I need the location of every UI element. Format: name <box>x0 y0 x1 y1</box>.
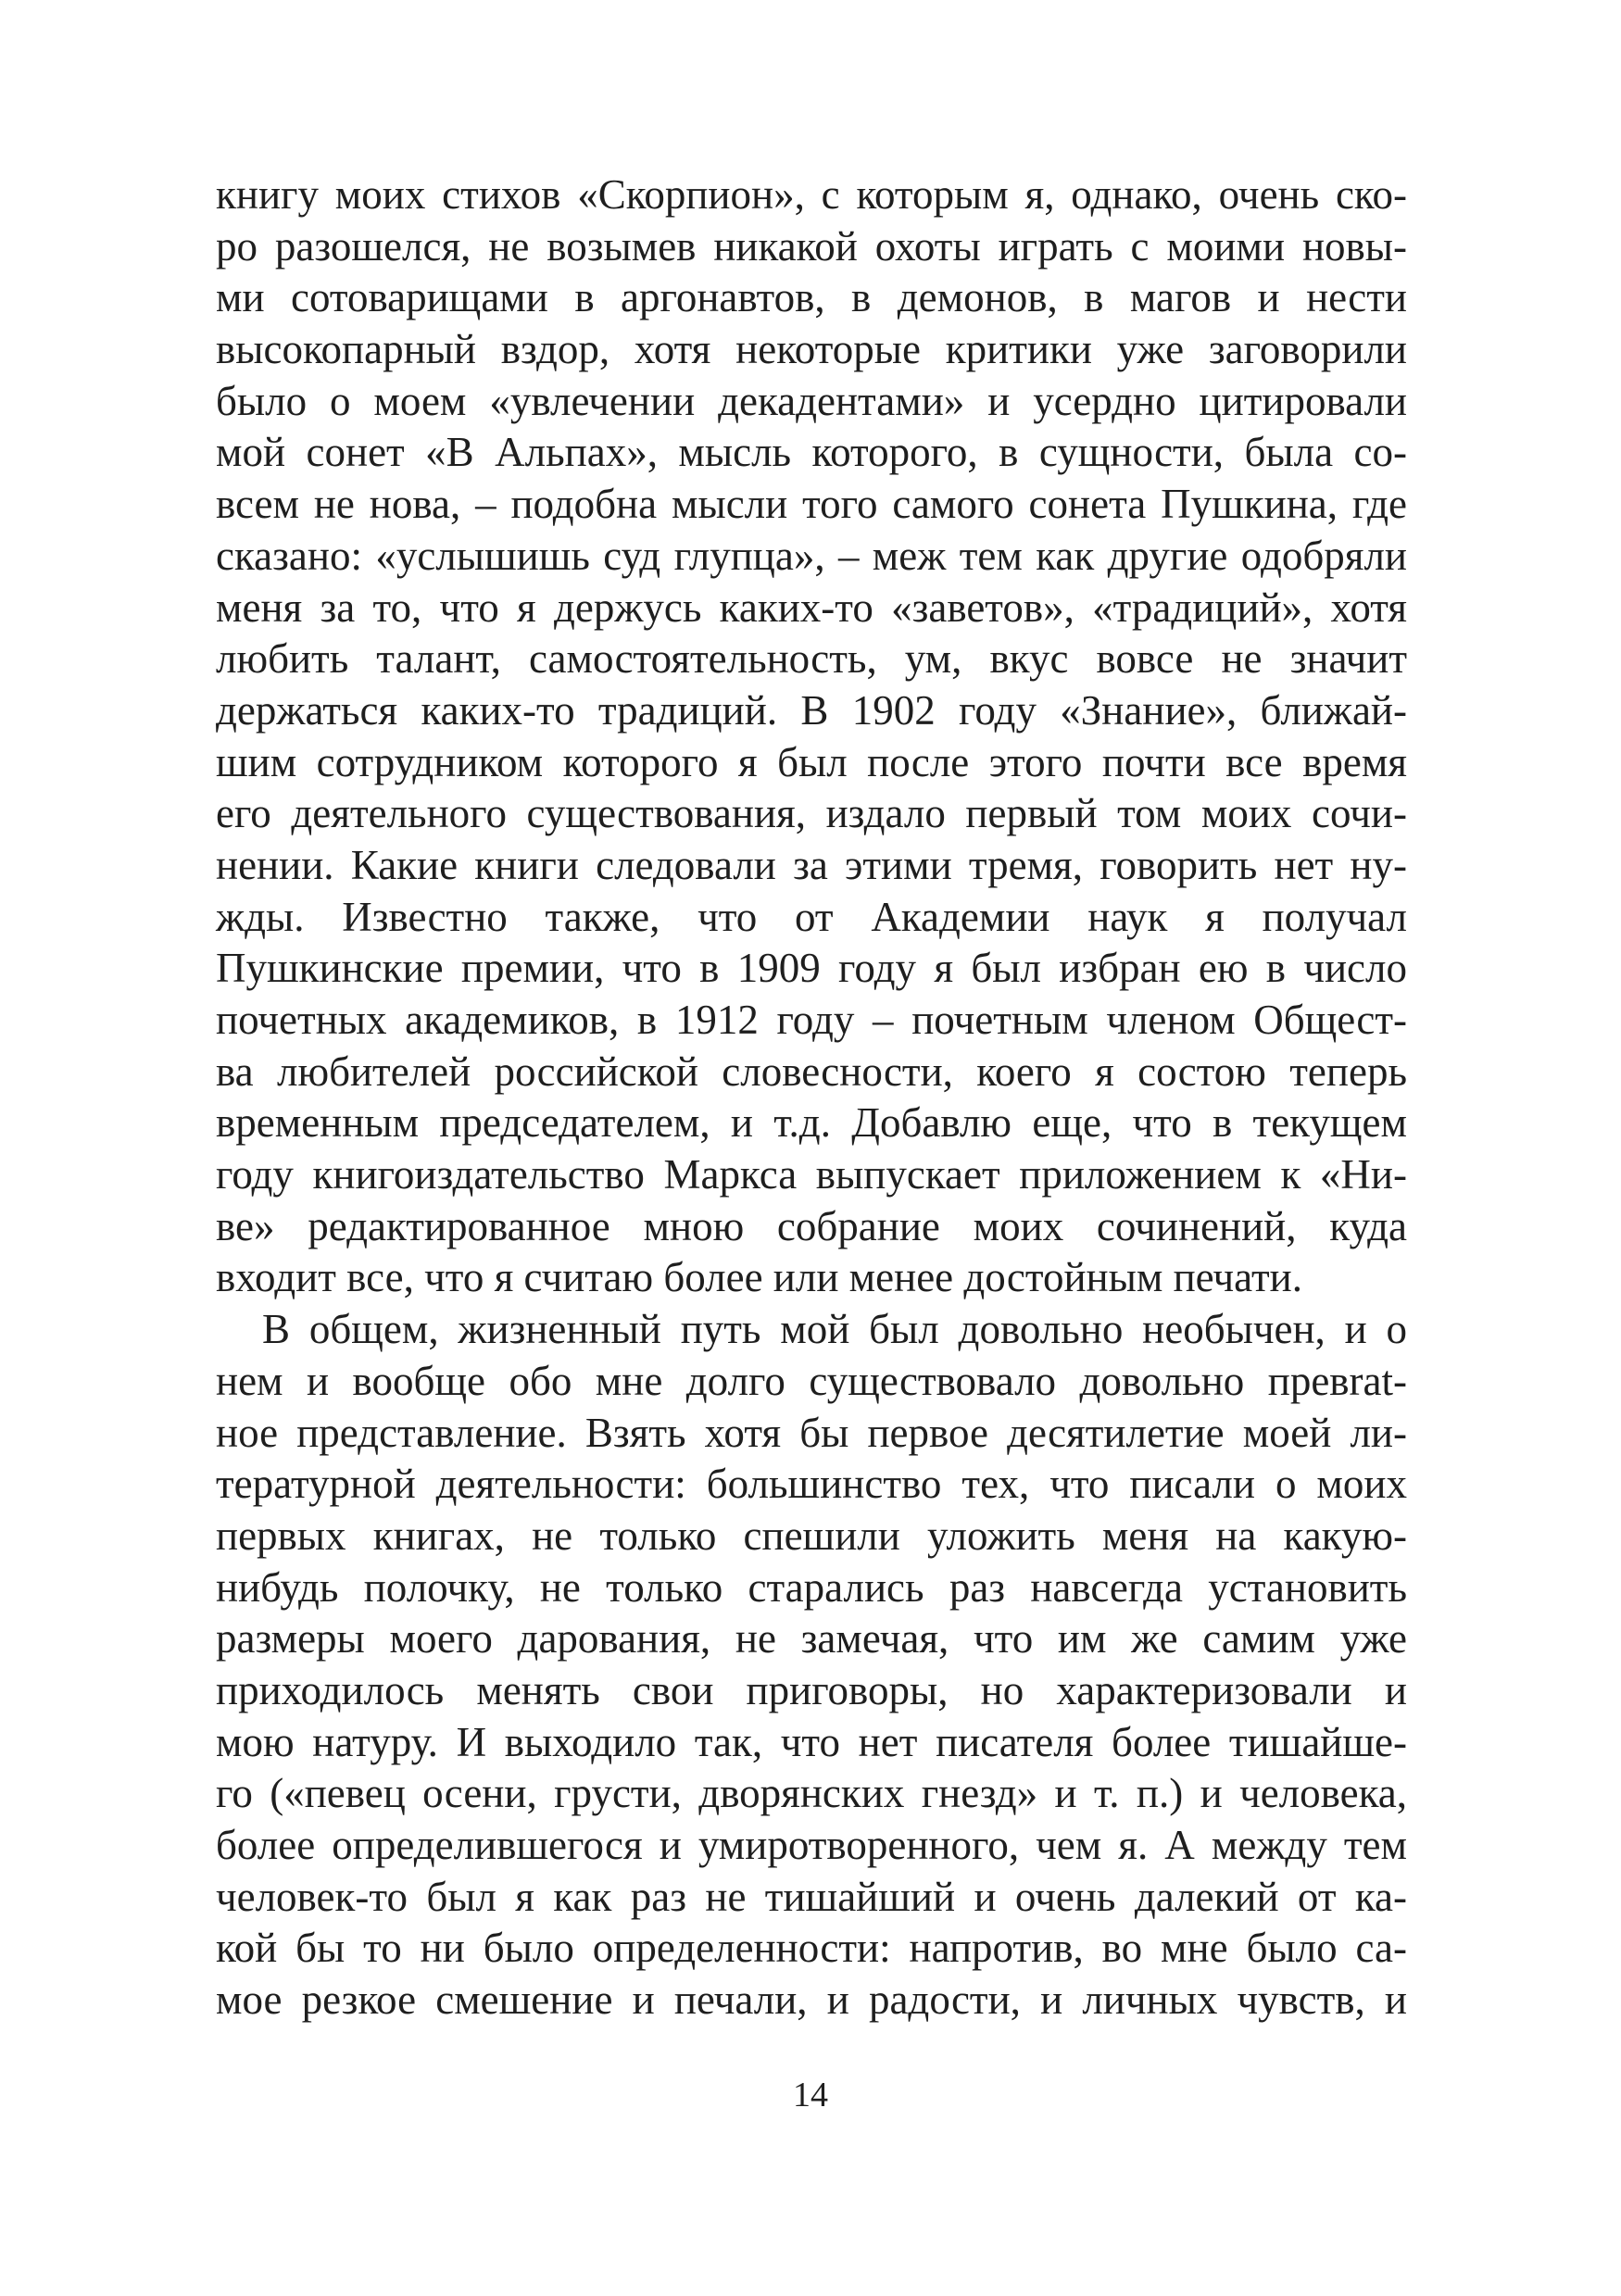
text-line: тературной деятельности: большинство тех, что писали о моих <box>216 1461 1407 1508</box>
text-line: было о моем «увлечении декадентами» и усердно цитировали <box>216 377 1407 424</box>
text-line: сказано: «услышишь суд глупца», – меж тем как другие одобряли <box>216 532 1407 579</box>
text-line: ное представление. Взять хотя бы первое десятилетие моей ли- <box>216 1409 1407 1456</box>
paragraph-1 <box>216 169 1407 1304</box>
text-line: более определившегося и умиротворенного, чем я. А между тем <box>216 1822 1407 1868</box>
text-line: шим сотрудником которого я был после этого почти все время <box>216 738 1407 785</box>
text-line: первых книгах, не только спешили уложить меня на какую- <box>216 1512 1407 1559</box>
text-line: входит все, что я считаю более или менее достойным печати. <box>216 1254 1302 1301</box>
text-line: мою натуру. И выходило так, что нет писателя более тишайше- <box>216 1718 1407 1765</box>
text-line: размеры моего дарования, не замечая, что им же самим уже <box>216 1615 1407 1662</box>
text-line: Пушкинские премии, что в 1909 году я был избран ею в число <box>216 945 1407 992</box>
text-line: нении. Какие книги следовали за этими тремя, говорить нет ну- <box>216 841 1407 888</box>
text-line: нем и вообще обо мне долго существовало довольно превrat- <box>216 1357 1407 1404</box>
paragraph-2 <box>216 1304 1407 2026</box>
body-text <box>216 169 1407 2026</box>
text-line: приходилось менять свои приговоры, но характеризовали и <box>216 1666 1407 1713</box>
text-line: любить талант, самостоятельность, ум, вкус вовсе не значит <box>216 635 1407 683</box>
text-line: ми сотоварищами в аргонавтов, в демонов, в магов и нести <box>216 274 1407 321</box>
text-line: ро разошелся, не возымев никакой охоты играть с моими новы- <box>216 222 1407 270</box>
text-line: держаться каких-то традиций. В 1902 году «Знание», ближай- <box>216 686 1407 734</box>
text-line: книгу моих стихов «Скорпион», с которым я, однако, очень ско- <box>216 171 1407 218</box>
text-line: ве» редактированное мною собрание моих сочинений, куда <box>216 1202 1407 1249</box>
text-line: году книгоиздательство Маркса выпускает приложением к «Ни- <box>216 1151 1407 1198</box>
text-line: высокопарный вздор, хотя некоторые критики уже заговорили <box>216 326 1407 373</box>
text-line: меня за то, что я держусь каких-то «заветов», «традиций», хотя <box>216 583 1407 631</box>
text-line: жды. Известно также, что от Академии наук я получал <box>216 893 1407 940</box>
text-line: почетных академиков, в 1912 году – почетным членом Общест- <box>216 997 1407 1043</box>
text-line: всем не нова, – подобна мысли того самого сонета Пушкина, где <box>216 481 1407 528</box>
text-line: В общем, жизненный путь мой был довольно необычен, и о <box>262 1306 1407 1353</box>
text-line: временным председателем, и т.д. Добавлю еще, что в текущем <box>216 1099 1407 1147</box>
text-line: ва любителей российской словесности, коего я состою теперь <box>216 1048 1407 1095</box>
page-number: 14 <box>793 2076 828 2114</box>
text-line: мой сонет «В Альпах», мысль которого, в сущности, была со- <box>216 429 1407 476</box>
text-line: его деятельного существования, издало первый том моих сочи- <box>216 790 1407 837</box>
text-line: мое резкое смешение и печали, и радости, и личных чувств, и <box>216 1976 1407 2024</box>
text-line: кой бы то ни было определенности: напротив, во мне было са- <box>216 1925 1407 1972</box>
text-line: нибудь полочку, не только старались раз навсегда установить <box>216 1563 1407 1611</box>
text-line: человек-то был я как раз не тишайший и очень далекий от ка- <box>216 1873 1407 1920</box>
text-line: го («певец осени, грусти, дворянских гнезд» и т. п.) и человека, <box>216 1770 1407 1817</box>
